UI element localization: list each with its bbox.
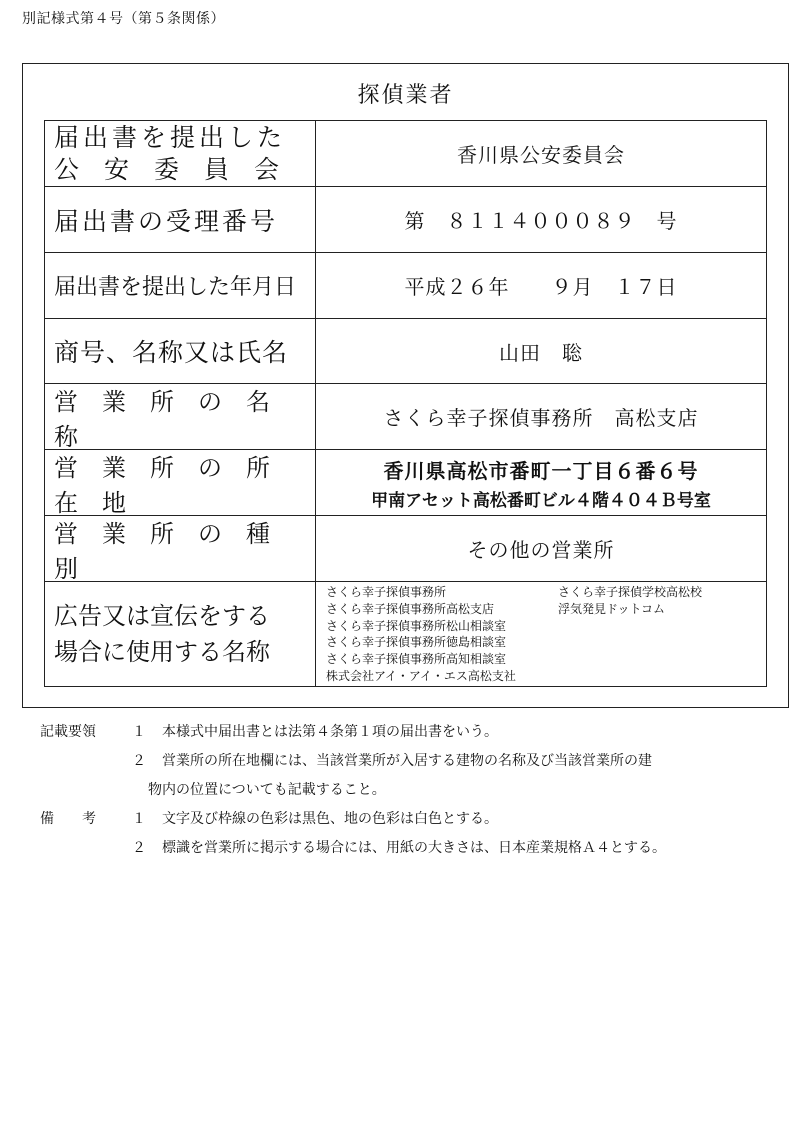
value-text: 平成２６年 ９月 １７日 bbox=[404, 275, 678, 299]
sign-title: 探偵業者 bbox=[357, 83, 454, 108]
label-line: 届出書を提出した bbox=[54, 123, 287, 153]
value-text: 山田 聡 bbox=[499, 340, 583, 365]
value-filing-date bbox=[316, 253, 766, 318]
note-text: 営業所の所在地欄には、当該営業所が入居する建物の名称及び当該営業所の建 bbox=[162, 753, 652, 769]
note-number: ２ bbox=[132, 840, 146, 856]
value-commission bbox=[316, 121, 766, 186]
list-item: さくら幸子探偵事務所 bbox=[326, 585, 447, 599]
label-receipt-number bbox=[45, 187, 316, 252]
note-text: 標識を営業所に掲示する場合には、用紙の大きさは、日本産業規格Ａ４とする。 bbox=[162, 840, 666, 856]
value-text: 香川県公安委員会 bbox=[457, 143, 625, 167]
label-line: 公 安 委 員 会 bbox=[54, 154, 280, 184]
table-row-office-name bbox=[45, 384, 766, 450]
label-line: 場合に使用する名称 bbox=[54, 638, 270, 666]
value-office-address bbox=[316, 450, 766, 515]
label-text: 営 業 所 の 名 称 bbox=[54, 387, 294, 451]
label-text: 届出書を提出した年月日 bbox=[54, 275, 297, 300]
sign-frame bbox=[22, 63, 789, 708]
value-text: その他の営業所 bbox=[467, 538, 615, 562]
note-text: 物内の位置についても記載すること。 bbox=[148, 782, 386, 798]
label-text: 営 業 所 の 所 在 地 bbox=[54, 453, 294, 517]
list-item: 浮気発見ドットコム bbox=[558, 601, 666, 616]
value-text: さくら幸子探偵事務所 高松支店 bbox=[383, 406, 699, 430]
advertising-names-left bbox=[326, 584, 556, 685]
address-line-2: 甲南アセット高松番町ビル４階４０４Ｂ号室 bbox=[371, 490, 711, 511]
label-advertising-names bbox=[45, 582, 316, 686]
address-line-1: 香川県高松市番町一丁目６番６号 bbox=[383, 458, 699, 483]
value-receipt-number bbox=[316, 187, 766, 252]
list-item: さくら幸子探偵学校高松校 bbox=[558, 585, 703, 599]
label-filing-date bbox=[45, 253, 316, 318]
table-row-trade-name bbox=[45, 319, 766, 384]
label-office-address bbox=[45, 450, 316, 515]
notes-section bbox=[40, 718, 785, 863]
list-item: さくら幸子探偵事務所松山相談室 bbox=[326, 618, 507, 633]
label-office-type bbox=[45, 516, 316, 581]
list-item: さくら幸子探偵事務所高知相談室 bbox=[326, 652, 507, 667]
label-office-name bbox=[45, 384, 316, 449]
note-number: １ bbox=[132, 724, 146, 740]
value-text: 第 ８１１４０００８９ 号 bbox=[404, 209, 678, 233]
value-office-name bbox=[316, 384, 766, 449]
table-row-commission bbox=[45, 121, 766, 187]
list-item: 株式会社アイ・アイ・エス高松支社 bbox=[326, 668, 516, 683]
note-biko-2 bbox=[40, 834, 785, 863]
note-kisai-2-continued bbox=[40, 776, 785, 805]
label-text: 商号、名称又は氏名 bbox=[54, 338, 289, 367]
value-office-type bbox=[316, 516, 766, 581]
table-row-office-address bbox=[45, 450, 766, 516]
note-heading: 記載要領 bbox=[40, 724, 96, 740]
list-item: さくら幸子探偵事務所徳島相談室 bbox=[326, 635, 507, 650]
label-text: 届出書の受理番号 bbox=[54, 206, 279, 236]
advertising-name-list bbox=[326, 584, 762, 686]
label-trade-name bbox=[45, 319, 316, 383]
table-row-office-type bbox=[45, 516, 766, 582]
value-trade-name bbox=[316, 319, 766, 383]
table-row-advertising-names bbox=[45, 582, 766, 686]
label-commission bbox=[45, 121, 316, 186]
note-number: １ bbox=[132, 811, 146, 827]
list-item: さくら幸子探偵事務所高松支店 bbox=[326, 601, 495, 616]
sign-table bbox=[44, 120, 767, 687]
table-row-receipt-number bbox=[45, 187, 766, 253]
label-line: 広告又は宣伝をする bbox=[54, 602, 270, 630]
label-text: 営 業 所 の 種 別 bbox=[54, 519, 294, 583]
note-text: 本様式中届出書とは法第４条第１項の届出書をいう。 bbox=[162, 724, 498, 740]
note-kisai-1 bbox=[40, 718, 785, 747]
note-number: ２ bbox=[132, 753, 146, 769]
note-heading: 備 考 bbox=[40, 811, 96, 827]
note-text: 文字及び枠線の色彩は黒色、地の色彩は白色とする。 bbox=[162, 811, 498, 827]
advertising-names-right bbox=[558, 584, 702, 618]
note-biko-1 bbox=[40, 805, 785, 834]
table-row-filing-date bbox=[45, 253, 766, 319]
form-number-caption: 別記様式第４号（第５条関係） bbox=[22, 11, 225, 27]
note-kisai-2 bbox=[40, 747, 785, 776]
